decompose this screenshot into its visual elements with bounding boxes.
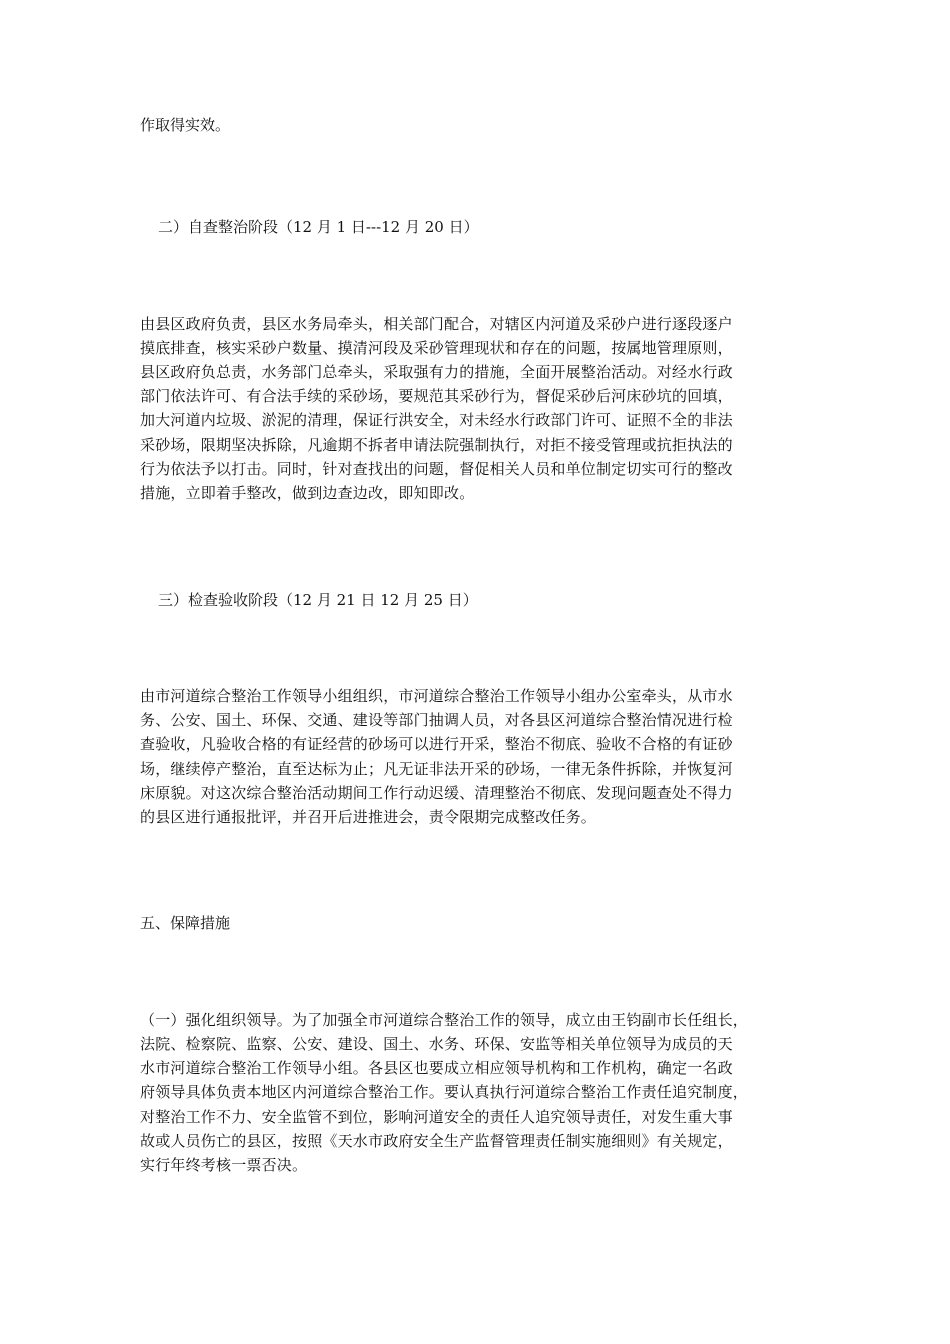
paragraph-line: 部门依法许可、有合法手续的采砂场，要规范其采砂行为，督促采砂后河床砂坑的回填， [140,387,733,405]
paragraph-line: 故或人员伤亡的县区，按照《天水市政府安全生产监督管理责任制实施细则》有关规定， [140,1132,733,1150]
paragraph-line: （一）强化组织领导。为了加强全市河道综合整治工作的领导，成立由王钧副市长任组长， [140,1011,749,1029]
paragraph-line: 加大河道内垃圾、淤泥的清理，保证行洪安全，对未经水行政部门许可、证照不全的非法 [140,411,733,429]
paragraph-line: 场，继续停产整治，直至达标为止；凡无证非法开采的砂场，一律无条件拆除，并恢复河 [140,760,733,778]
paragraph-line: 查验收，凡验收合格的有证经营的砂场可以进行开采，整治不彻底、验收不合格的有证砂 [140,735,733,753]
paragraph-line: 对整治工作不力、安全监管不到位，影响河道安全的责任人追究领导责任，对发生重大事 [140,1108,733,1126]
section-heading-safeguards: 五、保障措施 [140,914,231,932]
paragraph-line: 法院、检察院、监察、公安、建设、国土、水务、环保、安监等相关单位领导为成员的天 [140,1035,733,1053]
intro-line: 作取得实效。 [140,116,231,134]
section-heading-acceptance: 三）检查验收阶段（12 月 21 日 12 月 25 日） [158,591,478,609]
paragraph-line: 措施，立即着手整改，做到边查边改，即知即改。 [140,484,475,502]
paragraph-line: 由县区政府负责，县区水务局牵头，相关部门配合，对辖区内河道及采砂户进行逐段逐户 [140,315,733,333]
paragraph-line: 摸底排查，核实采砂户数量、摸清河段及采砂管理现状和存在的问题，按属地管理原则， [140,339,733,357]
paragraph-line: 府领导具体负责本地区内河道综合整治工作。要认真执行河道综合整治工作责任追究制度， [140,1083,749,1101]
paragraph-line: 的县区进行通报批评，并召开后进推进会，责令限期完成整改任务。 [140,808,597,826]
paragraph-line: 水市河道综合整治工作领导小组。各县区也要成立相应领导机构和工作机构，确定一名政 [140,1059,733,1077]
paragraph-line: 由市河道综合整治工作领导小组组织，市河道综合整治工作领导小组办公室牵头，从市水 [140,687,733,705]
paragraph-line: 实行年终考核一票否决。 [140,1156,308,1174]
paragraph-line: 务、公安、国土、环保、交通、建设等部门抽调人员，对各县区河道综合整治情况进行检 [140,711,733,729]
section-heading-self-inspection: 二）自查整治阶段（12 月 1 日---12 月 20 日） [158,218,479,236]
paragraph-line: 床原貌。对这次综合整治活动期间工作行动迟缓、清理整治不彻底、发现问题查处不得力 [140,784,733,802]
paragraph-line: 行为依法予以打击。同时，针对查找出的问题，督促相关人员和单位制定切实可行的整改 [140,460,733,478]
paragraph-line: 县区政府负总责，水务部门总牵头，采取强有力的措施，全面开展整治活动。对经水行政 [140,363,733,381]
paragraph-line: 采砂场，限期坚决拆除，凡逾期不拆者申请法院强制执行，对拒不接受管理或抗拒执法的 [140,436,733,454]
